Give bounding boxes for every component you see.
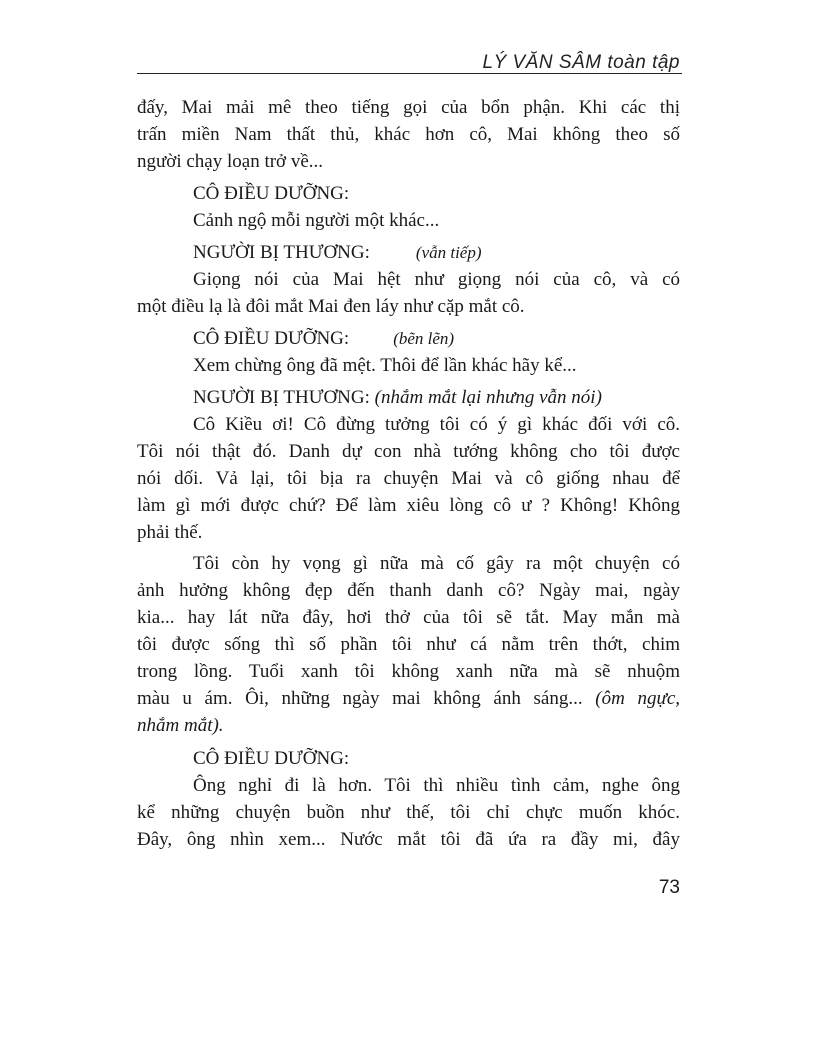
text-line: trong lồng. Tuổi xanh tôi không xanh nữa mà sẽ nhuộm: [137, 661, 680, 682]
stage-direction: (bẽn lẽn): [393, 329, 455, 348]
paragraph: [137, 411, 680, 546]
paragraph: [137, 266, 680, 320]
speaker-name: NGƯỜI BỊ THƯƠNG:: [193, 387, 370, 408]
text-line: nói dối. Vả lại, tôi bịa ra chuyện Mai và cô giống nhau để: [137, 468, 680, 489]
text-line: làm gì mới được chứ? Để làm xiêu lòng cô ư ? Không! Không: [137, 495, 680, 516]
speaker-name: CÔ ĐIỀU DƯỠNG:: [193, 748, 350, 769]
text-line: ảnh hưởng không đẹp đến thanh danh cô? Ngày mai, ngày: [137, 580, 680, 601]
speaker-name: CÔ ĐIỀU DƯỠNG:: [193, 328, 350, 349]
text-line: Xem chừng ông đã mệt. Thôi để lần khác hãy kể...: [193, 355, 577, 376]
text-span: màu u ám. Ôi, những ngày mai không ánh sáng...: [137, 688, 583, 709]
running-header: LÝ VĂN SÂM toàn tập: [482, 52, 680, 73]
text-line: kể những chuyện buồn như thế, tôi chỉ chực muốn khóc.: [137, 802, 680, 823]
page-number: 73: [658, 877, 680, 898]
stage-direction: (vẫn tiếp): [415, 243, 482, 262]
speaker-heading: [137, 745, 680, 772]
text-line: người chạy loạn trở về...: [137, 151, 324, 172]
text-line: Tôi nói thật đó. Danh dự con nhà tướng không cho tôi được: [137, 441, 680, 462]
speaker-heading: [137, 180, 680, 207]
stage-direction: (ôm ngực,: [595, 688, 681, 709]
paragraph: [137, 550, 680, 739]
text-line: kia... hay lát nữa đây, hơi thở của tôi sẽ tắt. May mắn mà: [137, 607, 680, 628]
page-body: [137, 94, 680, 853]
text-line: tôi được sống thì số phần tôi như cá nằm trên thớt, chim: [137, 634, 680, 655]
text-line: đấy, Mai mải mê theo tiếng gọi của bổn phận. Khi các thị: [137, 97, 680, 118]
text-line: Cảnh ngộ mỗi người một khác...: [193, 210, 440, 231]
speaker-heading: [137, 325, 680, 352]
text-line: [137, 685, 680, 712]
text-line: Tôi còn hy vọng gì nữa mà cố gây ra một chuyện có: [193, 553, 680, 574]
text-line: một điều lạ là đôi mắt Mai đen láy như cặp mắt cô.: [137, 296, 525, 317]
speaker-heading: [137, 384, 680, 411]
text-line: Cô Kiều ơi! Cô đừng tưởng tôi có ý gì khác đối với cô.: [193, 414, 680, 435]
speaker-heading: [137, 239, 680, 266]
stage-direction: nhắm mắt).: [137, 715, 224, 736]
text-line: Ông nghỉ đi là hơn. Tôi thì nhiều tình cảm, nghe ông: [193, 775, 680, 796]
text-line: Giọng nói của Mai hệt như giọng nói của cô, và có: [193, 269, 680, 290]
speaker-name: NGƯỜI BỊ THƯƠNG:: [193, 242, 370, 263]
paragraph: [137, 94, 680, 175]
text-line: Đây, ông nhìn xem... Nước mắt tôi đã ứa ra đầy mi, đây: [137, 829, 680, 850]
paragraph: [137, 772, 680, 853]
text-line: trấn miền Nam thất thủ, khác hơn cô, Mai không theo số: [137, 124, 680, 145]
stage-direction: (nhắm mắt lại nhưng vẫn nói): [374, 387, 602, 408]
text-line: phải thế.: [137, 522, 203, 543]
header-rule: [137, 73, 682, 74]
speaker-name: CÔ ĐIỀU DƯỠNG:: [193, 183, 350, 204]
